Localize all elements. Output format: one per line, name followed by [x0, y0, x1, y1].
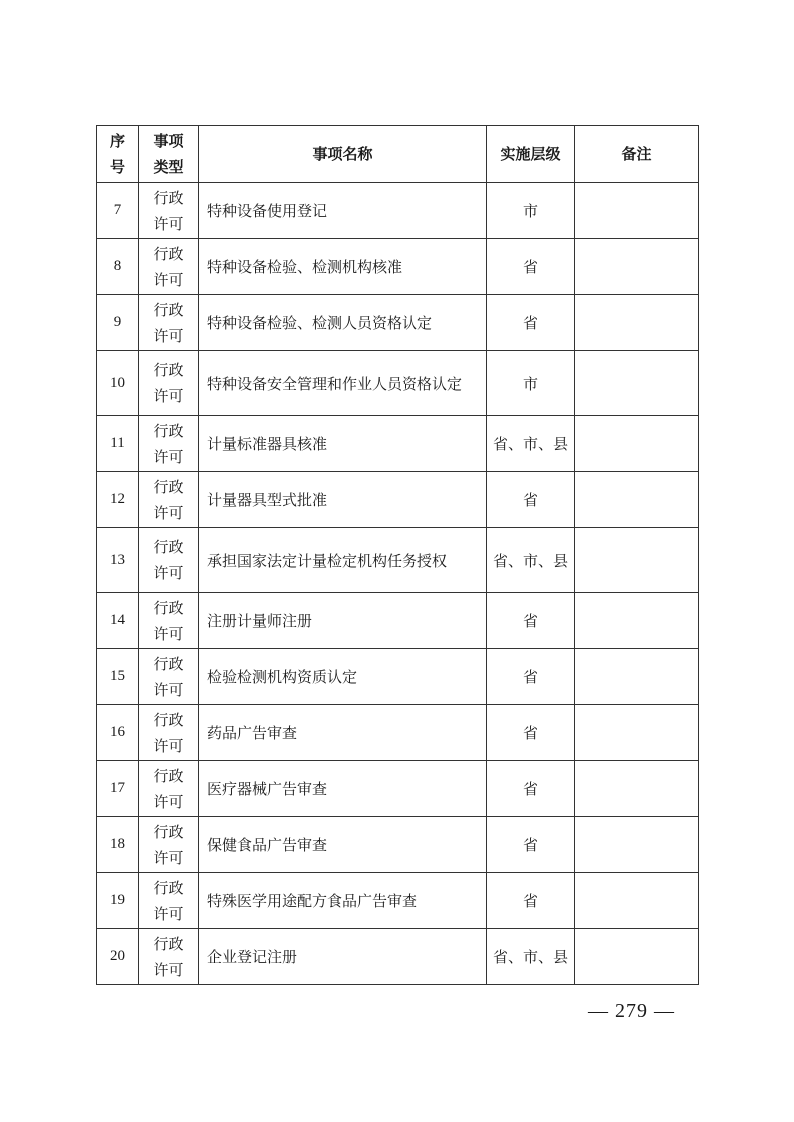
row-name: 特殊医学用途配方食品广告审查 [199, 873, 487, 929]
table-row [97, 183, 699, 239]
table-row [97, 472, 699, 528]
row-name: 注册计量师注册 [199, 593, 487, 649]
row-seq: 13 [97, 528, 139, 593]
row-name: 医疗器械广告审查 [199, 761, 487, 817]
header-note: 备注 [575, 126, 699, 183]
row-type: 行政 许可 [139, 183, 199, 239]
row-type: 行政 许可 [139, 472, 199, 528]
row-note [575, 295, 699, 351]
row-name: 特种设备检验、检测人员资格认定 [199, 295, 487, 351]
row-type: 行政 许可 [139, 593, 199, 649]
row-name: 检验检测机构资质认定 [199, 649, 487, 705]
row-name: 计量器具型式批准 [199, 472, 487, 528]
row-note [575, 351, 699, 416]
row-note [575, 705, 699, 761]
row-note [575, 528, 699, 593]
header-level: 实施层级 [487, 126, 575, 183]
row-type: 行政 许可 [139, 761, 199, 817]
row-name: 特种设备检验、检测机构核准 [199, 239, 487, 295]
row-level: 省 [487, 817, 575, 873]
table-row [97, 295, 699, 351]
row-level: 省、市、县 [487, 929, 575, 985]
row-seq: 8 [97, 239, 139, 295]
header-name: 事项名称 [199, 126, 487, 183]
row-note [575, 593, 699, 649]
row-note [575, 761, 699, 817]
table-row [97, 705, 699, 761]
row-seq: 19 [97, 873, 139, 929]
row-name: 特种设备安全管理和作业人员资格认定 [199, 351, 487, 416]
table-row [97, 528, 699, 593]
row-seq: 12 [97, 472, 139, 528]
row-type: 行政 许可 [139, 705, 199, 761]
items-table [96, 125, 699, 985]
row-level: 省 [487, 295, 575, 351]
table-row [97, 351, 699, 416]
row-seq: 15 [97, 649, 139, 705]
table-row [97, 416, 699, 472]
row-level: 市 [487, 183, 575, 239]
row-note [575, 873, 699, 929]
row-type: 行政 许可 [139, 929, 199, 985]
row-note [575, 929, 699, 985]
table-row [97, 649, 699, 705]
row-name: 计量标准器具核准 [199, 416, 487, 472]
table-row [97, 817, 699, 873]
header-type: 事项 类型 [139, 126, 199, 183]
row-note [575, 416, 699, 472]
row-level: 省、市、县 [487, 416, 575, 472]
row-note [575, 472, 699, 528]
row-type: 行政 许可 [139, 351, 199, 416]
row-name: 药品广告审查 [199, 705, 487, 761]
row-type: 行政 许可 [139, 239, 199, 295]
row-note [575, 183, 699, 239]
row-seq: 17 [97, 761, 139, 817]
row-seq: 18 [97, 817, 139, 873]
row-level: 省 [487, 239, 575, 295]
row-note [575, 239, 699, 295]
row-level: 市 [487, 351, 575, 416]
table-row [97, 593, 699, 649]
row-level: 省 [487, 472, 575, 528]
table-row [97, 761, 699, 817]
table-row [97, 873, 699, 929]
row-type: 行政 许可 [139, 416, 199, 472]
row-seq: 14 [97, 593, 139, 649]
row-level: 省 [487, 761, 575, 817]
page-number: — 279 — [588, 1000, 675, 1022]
row-type: 行政 许可 [139, 295, 199, 351]
row-type: 行政 许可 [139, 649, 199, 705]
row-level: 省 [487, 705, 575, 761]
row-note [575, 649, 699, 705]
row-level: 省 [487, 873, 575, 929]
table-row [97, 929, 699, 985]
row-name: 承担国家法定计量检定机构任务授权 [199, 528, 487, 593]
row-level: 省、市、县 [487, 528, 575, 593]
row-type: 行政 许可 [139, 873, 199, 929]
row-name: 特种设备使用登记 [199, 183, 487, 239]
row-name: 企业登记注册 [199, 929, 487, 985]
row-seq: 11 [97, 416, 139, 472]
row-level: 省 [487, 649, 575, 705]
row-note [575, 817, 699, 873]
row-name: 保健食品广告审查 [199, 817, 487, 873]
row-seq: 7 [97, 183, 139, 239]
row-type: 行政 许可 [139, 528, 199, 593]
row-seq: 10 [97, 351, 139, 416]
table-header-row [97, 126, 699, 183]
row-seq: 16 [97, 705, 139, 761]
row-seq: 9 [97, 295, 139, 351]
row-level: 省 [487, 593, 575, 649]
header-seq: 序 号 [97, 126, 139, 183]
row-seq: 20 [97, 929, 139, 985]
row-type: 行政 许可 [139, 817, 199, 873]
table-row [97, 239, 699, 295]
